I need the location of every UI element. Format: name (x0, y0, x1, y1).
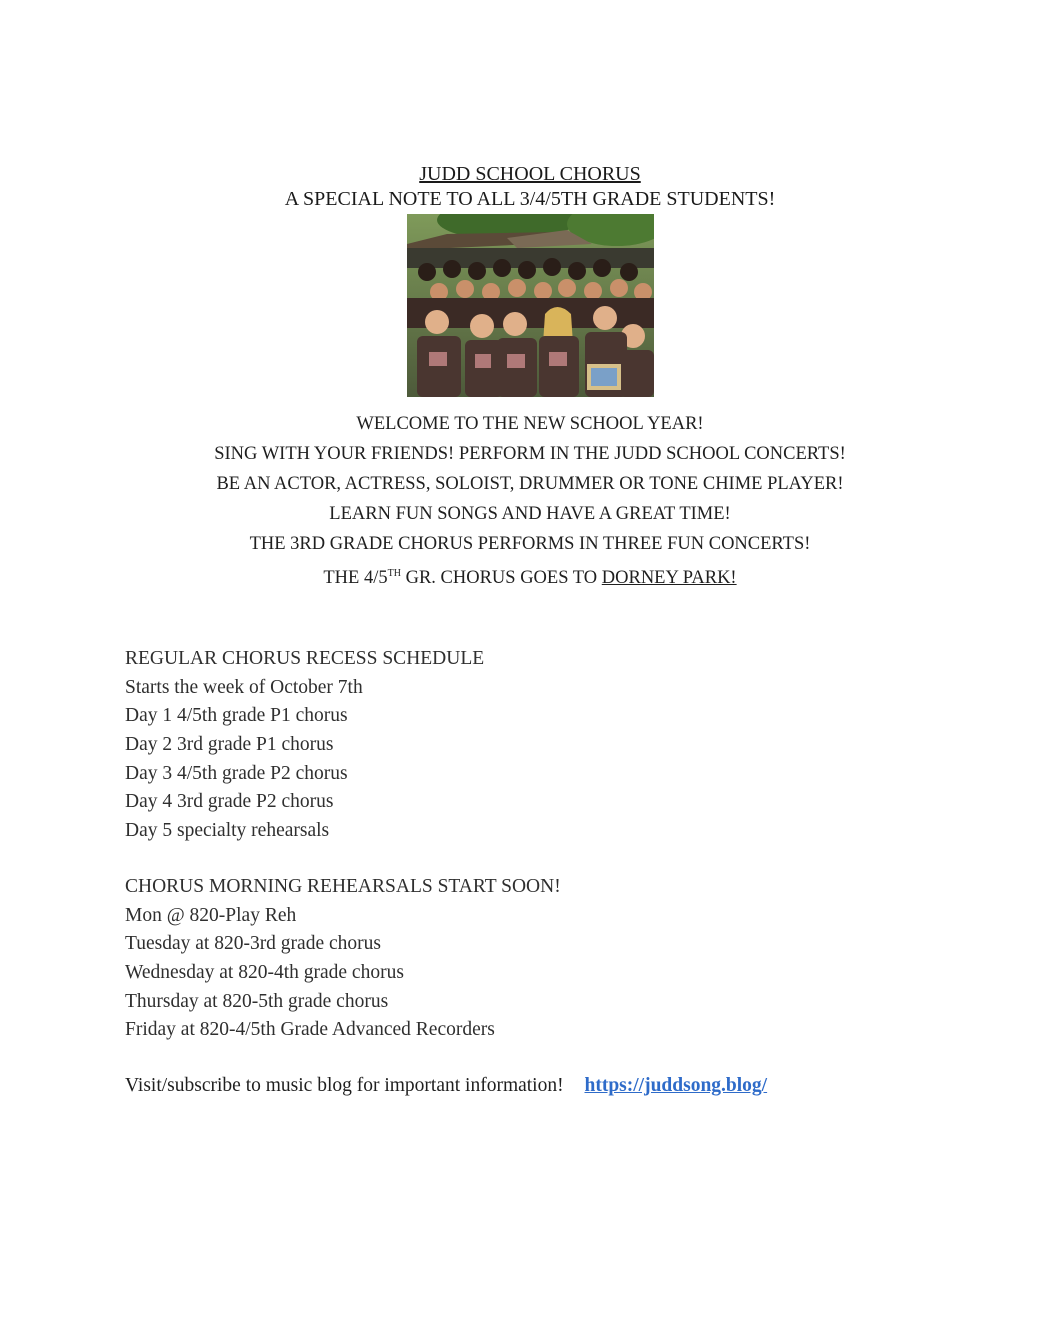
recess-item: Day 3 4/5th grade P2 chorus (125, 762, 348, 784)
dorney-line-prefix: THE 4/5 (323, 568, 388, 588)
welcome-line: LEARN FUN SONGS AND HAVE A GREAT TIME! (329, 504, 731, 524)
welcome-line: THE 3RD GRADE CHORUS PERFORMS IN THREE FUN CONCERTS! (249, 534, 811, 554)
blog-text: Visit/subscribe to music blog for important information! (125, 1075, 564, 1096)
welcome-line: WELCOME TO THE NEW SCHOOL YEAR! (356, 414, 704, 434)
welcome-section (0, 409, 1060, 589)
recess-heading: REGULAR CHORUS RECESS SCHEDULE (125, 648, 485, 669)
chorus-group-photo (407, 214, 654, 397)
morning-item: Tuesday at 820-3rd grade chorus (125, 933, 381, 955)
welcome-line: SING WITH YOUR FRIENDS! PERFORM IN THE JUDD SCHOOL CONCERTS! (214, 444, 846, 464)
recess-item: Day 5 specialty rehearsals (125, 820, 330, 842)
dorney-park-text: DORNEY PARK! (601, 568, 737, 588)
recess-item: Starts the week of October 7th (125, 676, 363, 698)
welcome-line: BE AN ACTOR, ACTRESS, SOLOIST, DRUMMER OR TONE CHIME PLAYER! (216, 474, 844, 494)
recess-item: Day 2 3rd grade P1 chorus (125, 734, 334, 756)
recess-item: Day 4 3rd grade P2 chorus (125, 791, 334, 813)
blog-link[interactable]: https://juddsong.blog/ (584, 1075, 768, 1096)
morning-rehearsals (125, 873, 925, 1045)
dorney-line-middle: GR. CHORUS GOES TO (400, 568, 602, 588)
page-subtitle: A SPECIAL NOTE TO ALL 3/4/5TH GRADE STUDENTS! (284, 188, 776, 210)
morning-item: Mon @ 820-Play Reh (125, 904, 297, 926)
ordinal-suffix: TH (387, 568, 401, 579)
morning-item: Wednesday at 820-4th grade chorus (125, 962, 404, 984)
recess-item: Day 1 4/5th grade P1 chorus (125, 705, 348, 727)
morning-item: Thursday at 820-5th grade chorus (125, 990, 389, 1012)
dorney-park-line (0, 559, 1060, 589)
morning-item: Friday at 820-4/5th Grade Advanced Recorders (125, 1019, 495, 1041)
morning-heading: CHORUS MORNING REHEARSALS START SOON! (125, 876, 561, 897)
blog-note (125, 1075, 767, 1097)
page-title: JUDD SCHOOL CHORUS (419, 163, 641, 185)
recess-schedule (125, 645, 925, 846)
